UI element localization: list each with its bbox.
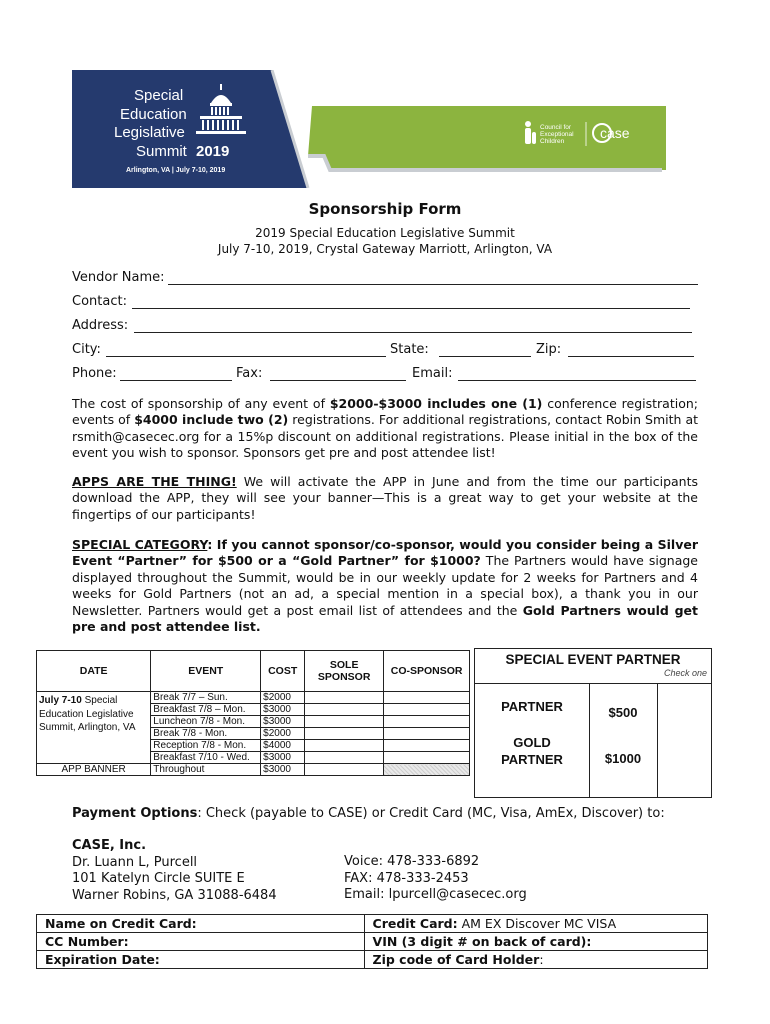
sole-sponsor-box[interactable] [305, 740, 384, 752]
table-row [37, 692, 470, 704]
event-cell: Reception 7/8 - Mon. [151, 740, 261, 752]
cost-text-1: The cost of sponsorship of any event of [72, 396, 330, 411]
vin-field[interactable] [364, 933, 707, 951]
special-category-paragraph [72, 537, 698, 635]
apps-heading: APPS ARE THE THING! [72, 474, 237, 489]
cec-line-2: Exceptional [540, 131, 574, 138]
cost-cell: $3000 [261, 752, 305, 764]
sole-sponsor-box[interactable] [305, 704, 384, 716]
state-label: State: [390, 342, 429, 357]
contact-field[interactable] [132, 308, 690, 309]
co-sponsor-box[interactable] [384, 728, 470, 740]
address-field[interactable] [134, 332, 692, 333]
col-co-sponsor: CO-SPONSOR [384, 651, 470, 692]
credit-card-label: Credit Card: [372, 916, 458, 931]
apps-text: We will activate the APP in June and from the time our participants download the APP, they will see your banner—This is a great way to get your website at the fingertips of our participants! [72, 474, 698, 522]
special-category-heading: SPECIAL CATEGORY [72, 537, 208, 552]
cc-number-label: CC Number: [45, 934, 129, 949]
col-date: DATE [37, 651, 151, 692]
fax-label: Fax: [236, 366, 263, 381]
table-row [37, 933, 708, 951]
cc-number-field[interactable] [37, 933, 365, 951]
credit-card-options: AM EX Discover MC VISA [457, 916, 617, 931]
zip-field[interactable] [568, 356, 694, 357]
phone-row [72, 366, 700, 384]
expiration-field[interactable] [37, 951, 365, 969]
table-row [37, 951, 708, 969]
banner-title-4: Summit [136, 143, 187, 160]
org-name: CASE, Inc. [72, 838, 147, 853]
summit-name: 2019 Special Education Legislative Summit [255, 226, 515, 240]
cost-cell: $3000 [261, 764, 305, 776]
date-bold: July 7-10 [39, 695, 82, 706]
page-title: Sponsorship Form [308, 200, 462, 218]
table-header-row [37, 651, 470, 692]
expiration-label: Expiration Date: [45, 952, 160, 967]
app-banner-row [37, 764, 470, 776]
event-table [36, 650, 470, 776]
mailing-address [72, 838, 277, 904]
email-field[interactable] [458, 380, 696, 381]
co-sponsor-box[interactable] [384, 752, 470, 764]
fax-number: FAX: 478-333-2453 [344, 870, 469, 886]
payment-text: : Check (payable to CASE) or Credit Card (MC, Visa, AmEx, Discover) to: [197, 806, 665, 821]
special-category-bold-2: Gold Partners would get pre and post attendee list. [72, 602, 699, 635]
special-category-text: The Partners would have signage displayed throughout the Summit, would be in our weekly update for 2 weeks for Partners and 4 weeks for Gold Partners (not an ad, a special mention in a special box), a thank you in our Newsletter. Partners would get a post email list of attendees and the [72, 553, 698, 618]
city-label: City: [72, 342, 101, 357]
app-banner-label: APP BANNER [37, 764, 151, 776]
sole-sponsor-box[interactable] [305, 764, 384, 776]
vendor-name-row [72, 270, 700, 288]
partner-box-title: SPECIAL EVENT PARTNER [505, 652, 681, 667]
credit-card-table [36, 914, 708, 969]
city-state-zip: Warner Robins, GA 31088-6484 [72, 887, 277, 903]
name-on-card-label: Name on Credit Card: [45, 916, 197, 931]
cost-cell: $2000 [261, 728, 305, 740]
partner-price: $500 [608, 705, 638, 720]
col-sole-sponsor: SOLE SPONSOR [305, 651, 384, 692]
summit-banner [72, 70, 666, 188]
zip-holder-colon: : [539, 952, 544, 967]
city-field[interactable] [106, 356, 386, 357]
gold-label-2: PARTNER [501, 752, 563, 767]
zip-holder-field[interactable] [364, 951, 707, 969]
case-logo-text: case [600, 125, 630, 141]
phone-field[interactable] [120, 380, 232, 381]
banner-location-date: Arlington, VA | July 7-10, 2019 [126, 167, 226, 174]
state-field[interactable] [439, 356, 531, 357]
banner-title-2: Education [120, 106, 187, 123]
event-cell: Breakfast 7/10 - Wed. [151, 752, 261, 764]
co-sponsor-box-disabled [384, 764, 470, 776]
co-sponsor-box[interactable] [384, 740, 470, 752]
contact-email: Email: lpurcell@casecec.org [344, 887, 527, 902]
sole-sponsor-box[interactable] [305, 752, 384, 764]
apps-paragraph [72, 474, 698, 523]
event-cell: Luncheon 7/8 - Mon. [151, 716, 261, 728]
contact-row [72, 294, 700, 312]
cost-cell: $2000 [261, 692, 305, 704]
banner-year: 2019 [196, 143, 230, 160]
cost-bold-1: $2000-$3000 includes one (1) [329, 396, 543, 411]
sole-sponsor-box[interactable] [305, 716, 384, 728]
cec-line-3: Children [540, 138, 565, 145]
banner-title-3: Legislative [114, 124, 185, 141]
vin-label: VIN (3 digit # on back of card): [372, 934, 592, 949]
partner-label: PARTNER [501, 699, 563, 714]
event-cell: Breakfast 7/8 – Mon. [151, 704, 261, 716]
table-row [37, 915, 708, 933]
banner-title-1: Special [134, 87, 184, 104]
contact-info [344, 854, 527, 904]
event-cell: Throughout [151, 764, 261, 776]
special-category-bold-1: : If you cannot sponsor/co-sponsor, would you consider being a Silver Event “Partner” for $500 or a “Gold Partner” for $1000? [72, 537, 698, 569]
cost-bold-2: $4000 include two (2) [134, 412, 289, 428]
vendor-name-label: Vendor Name: [72, 270, 165, 285]
fax-field[interactable] [270, 380, 406, 381]
cost-cell: $3000 [261, 716, 305, 728]
date-rest: Special Education Legislative Summit, Arlington, VA [39, 695, 136, 733]
co-sponsor-box[interactable] [384, 704, 470, 716]
cost-text-2: conference registration; events of [72, 396, 699, 428]
col-event: EVENT [151, 651, 261, 692]
gold-price: $1000 [604, 751, 642, 766]
cec-line-1: Council for [540, 124, 572, 131]
zip-label: Zip: [536, 342, 562, 357]
voice-number: Voice: 478-333-6892 [344, 854, 480, 869]
zip-holder-label: Zip code of Card Holder [372, 952, 540, 967]
date-venue: July 7-10, 2019, Crystal Gateway Marriott, Arlington, VA [217, 242, 553, 256]
cost-cell: $3000 [261, 704, 305, 716]
sole-sponsor-box[interactable] [305, 728, 384, 740]
vendor-name-field[interactable] [168, 284, 698, 285]
sole-sponsor-box[interactable] [305, 692, 384, 704]
col-cost: COST [261, 651, 305, 692]
partner-box-note: Check one [663, 668, 707, 678]
credit-card-type-field[interactable] [364, 915, 707, 933]
partner-check-box[interactable] [658, 684, 711, 796]
payment-options [72, 806, 665, 821]
name-on-card-field[interactable] [37, 915, 365, 933]
event-cell: Break 7/7 – Sun. [151, 692, 261, 704]
contact-label: Contact: [72, 294, 127, 309]
street-address: 101 Katelyn Circle SUITE E [72, 871, 245, 886]
cost-paragraph [72, 396, 698, 462]
date-cell [37, 692, 151, 764]
gold-label-1: GOLD [513, 735, 551, 750]
address-label: Address: [72, 318, 129, 333]
contact-name: Dr. Luann L, Purcell [72, 854, 198, 870]
cost-text-3: registrations. For additional registrations, contact Robin Smith at rsmith@casecec.org for a 15%p discount on additional registrations. Please initial in the box of the event you wish to sponsor. Sponsors get pre and post attendee list! [72, 412, 699, 461]
co-sponsor-box[interactable] [384, 716, 470, 728]
co-sponsor-box[interactable] [384, 692, 470, 704]
city-row [72, 342, 700, 360]
address-row [72, 318, 700, 336]
phone-label: Phone: [72, 366, 117, 381]
email-label: Email: [412, 366, 453, 381]
special-event-partner-box [474, 648, 712, 798]
cost-cell: $4000 [261, 740, 305, 752]
payment-label: Payment Options [72, 806, 198, 821]
event-cell: Break 7/8 - Mon. [151, 728, 261, 740]
